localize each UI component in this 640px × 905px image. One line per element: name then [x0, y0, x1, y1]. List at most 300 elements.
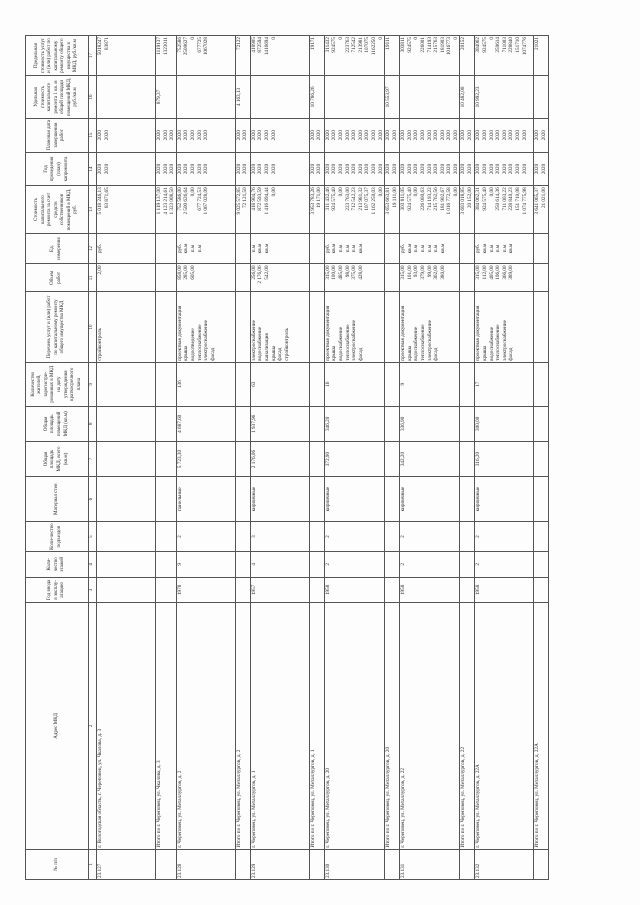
cell-line: 2020 [467, 129, 474, 141]
table-cell-c8: 336,90 [400, 406, 460, 441]
table-cell-c17 [176, 36, 235, 76]
cell-line: 2020 [103, 163, 110, 175]
table-cell-c7 [156, 441, 177, 476]
table-cell-c14 [385, 152, 400, 186]
cell-line: кв.м [482, 243, 489, 254]
cell-line: теплоснабжение [344, 324, 351, 361]
cell-line: 1074776 [521, 37, 528, 56]
table-cell-c3 [97, 577, 156, 603]
cell-line: 2020 [250, 163, 257, 175]
cell-line: 2020 [263, 129, 270, 141]
cell-line: электроснабжение [203, 320, 210, 361]
column-header: Коли-чество этажей [26, 552, 89, 578]
table-cell-c8: 4 687,60 [176, 406, 235, 441]
table-cell-c4 [309, 552, 324, 578]
table-cell-c6: кирпичные [250, 477, 309, 522]
cell-line: 2 176,06 [257, 265, 264, 284]
table-cell-c16 [400, 76, 460, 119]
cell-line: 72122 [235, 37, 242, 50]
cell-line: 2020 [270, 163, 277, 175]
cell-line: 2020 [460, 129, 467, 141]
table-cell-c4: 2 [324, 552, 384, 578]
cell-line: 872 593,59 [257, 187, 264, 211]
table-cell-c9: 16 [324, 362, 384, 406]
table-cell-c6 [97, 477, 156, 522]
cell-line: 428,00 [357, 265, 364, 280]
table-cell-no: 23.129 [250, 849, 309, 879]
total-row [309, 36, 324, 880]
table-cell-addr: Итого по г. Череповец, ул. Металлургов, д. 20 [385, 603, 400, 850]
table-cell-c14 [534, 152, 549, 186]
table-cell-c11 [309, 264, 324, 292]
table-cell-c12 [97, 233, 156, 264]
cell-line: водоснабжение [257, 326, 264, 361]
column-header: Материал стен [26, 477, 89, 522]
column-number: 14 [89, 152, 97, 186]
table-cell-c14 [176, 152, 235, 186]
table-cell-c12 [460, 233, 475, 264]
cell-line: 9 025 572,85 [235, 187, 242, 215]
cell-line: 112,00 [482, 265, 489, 280]
total-row [235, 36, 250, 880]
table-cell-c8 [97, 406, 156, 441]
cell-line: 0,00 [337, 187, 344, 197]
table-cell-c10 [400, 292, 460, 362]
cell-line: 2020 [364, 129, 371, 141]
table-cell-c8 [309, 406, 324, 441]
cell-line: стройконтроль [283, 328, 290, 361]
cell-line: 2020 [357, 163, 364, 175]
column-number: 8 [89, 406, 97, 441]
table-cell-c3 [460, 577, 475, 603]
cell-line: 20152 [460, 37, 467, 50]
cell-line: 19 171,00 [316, 187, 323, 209]
table-cell-c10 [460, 292, 475, 362]
cell-line: 20 152,00 [467, 187, 474, 209]
table-cell-c8 [156, 406, 177, 441]
table-cell-c12 [235, 233, 250, 264]
cell-line: 924575 [331, 37, 338, 53]
cell-line: 1 016 772,58 [446, 187, 453, 215]
cell-line: 2020 [162, 163, 169, 175]
cell-line: 752586 [176, 37, 183, 53]
table-cell-c15 [176, 118, 235, 152]
cell-line: 2,00 [97, 265, 103, 275]
cell-line: 1067028 [203, 37, 210, 56]
cell-line: 83871 [103, 37, 110, 50]
cell-line: 10 786,26 [309, 86, 316, 108]
cell-line: электроснабжение [426, 320, 433, 361]
cell-line: 2020 [344, 163, 351, 175]
cell-line: кв.м [183, 243, 190, 254]
cell-line: теплоснабжение [419, 324, 426, 361]
cell-line: 19171 [309, 37, 316, 50]
table-cell-c8: 346,20 [324, 406, 384, 441]
table-row [176, 36, 235, 880]
cell-line: 2020 [391, 129, 398, 141]
table-cell-c10 [97, 292, 156, 362]
cell-line: проектная документация [475, 305, 482, 361]
cell-line: 2020 [452, 129, 459, 141]
cell-line: 304 062,31 [475, 187, 482, 211]
table-cell-c13 [400, 186, 460, 233]
table-cell-c4 [460, 552, 475, 578]
cell-line: проектная документация [400, 305, 407, 361]
cell-line: 2020 [357, 129, 364, 141]
table-cell-c11 [460, 264, 475, 292]
cell-line: 2020 [324, 163, 331, 175]
table-cell-no: 23.128 [176, 849, 235, 879]
cell-line: 4 163,13 [235, 87, 242, 107]
cell-line: руб. [324, 244, 331, 254]
table-cell-c14 [475, 152, 534, 186]
cell-line: 2020 [446, 129, 453, 141]
cell-line: п.м [501, 244, 508, 253]
table-cell-c13 [475, 186, 534, 233]
cell-line: 0 [413, 37, 420, 40]
table-row [324, 36, 384, 880]
cell-line: 3 953 783,26 [309, 187, 316, 215]
table-cell-c15 [235, 118, 250, 152]
cell-line: 2020 [257, 129, 264, 141]
table-cell-addr: Итого по г. Череповец, ул. Металлургов, д. 2 [235, 603, 250, 850]
table-cell-c12 [324, 233, 384, 264]
cell-line: 2020 [337, 163, 344, 175]
table-cell-c14 [309, 152, 324, 186]
cell-line: 2020 [196, 163, 203, 175]
table-cell-c15 [475, 118, 534, 152]
cell-line: 304062 [475, 37, 482, 53]
table-cell-c11 [235, 264, 250, 292]
cell-line: кв.м [331, 243, 338, 254]
table-cell-addr: г. Череповец, ул. Металлургов, д. 22А [475, 603, 534, 850]
cell-line: 250614 [495, 37, 502, 53]
table-cell-c11 [324, 264, 384, 292]
table-cell-c9: 63 [250, 362, 309, 406]
rotated-table-wrapper [25, 35, 625, 880]
cell-line: 2020 [176, 129, 183, 141]
table-cell-c11 [475, 264, 534, 292]
cell-line: 2020 [406, 129, 413, 141]
table-cell-c16 [534, 76, 549, 119]
cell-line: 714193 [426, 37, 433, 53]
cell-line: 924 575,40 [482, 187, 489, 211]
table-cell-no: 23.127 [97, 849, 156, 879]
cell-line: 2020 [183, 129, 190, 141]
cell-line: 872594 [257, 37, 264, 53]
cell-line: 405,00 [488, 265, 495, 280]
cell-line: 213 981,32 [357, 187, 364, 211]
cell-line: 2020 [391, 163, 398, 175]
cell-line: п.м [419, 244, 426, 253]
table-cell-c17 [235, 36, 250, 76]
cell-line: 2020 [377, 163, 384, 175]
column-header: № п/п [26, 849, 89, 879]
column-number: 2 [89, 603, 97, 850]
column-header: Предельная стоимость услуг и (или) работ по капитальному ремонту общего имущества в МКД, руб./кв.м [26, 36, 89, 76]
cell-line: 2020 [203, 163, 210, 175]
cell-line: канализация [263, 333, 270, 361]
cell-line: 83 871,65 [103, 187, 110, 209]
table-cell-c7 [460, 441, 475, 476]
cell-line: 0,00 [488, 187, 495, 197]
cell-line: кв.м [406, 243, 413, 254]
cell-line: 21021 [534, 37, 541, 50]
table-cell-c7: 5 723,30 [176, 441, 235, 476]
table-row [400, 36, 460, 880]
cell-line: 2020 [316, 129, 323, 141]
cell-line: 2020 [413, 163, 420, 175]
table-cell-c6 [309, 477, 324, 522]
cell-line: п.м [426, 244, 433, 253]
cell-line: 2020 [324, 129, 331, 141]
cell-line: фасад [433, 347, 440, 361]
cell-line: 2020 [521, 129, 528, 141]
cell-line: 2020 [316, 163, 323, 175]
cell-line: 2020 [377, 129, 384, 141]
cell-line: 215763 [433, 37, 440, 53]
table-cell-c12 [156, 233, 177, 264]
cell-line: п.м [495, 244, 502, 253]
cell-line: фасад [277, 347, 284, 361]
table-cell-c15 [324, 118, 384, 152]
table-cell-c15 [460, 118, 475, 152]
cell-line: 2020 [426, 129, 433, 141]
cell-line: 2020 [475, 129, 482, 141]
cell-line: 181903 [439, 37, 446, 53]
table-cell-c7: 342,20 [400, 441, 460, 476]
table-cell-c11 [385, 264, 400, 292]
table-cell-c10 [534, 292, 549, 362]
cell-line: 19 111,00 [391, 187, 398, 208]
column-number: 4 [89, 552, 97, 578]
table-cell-c5 [309, 522, 324, 552]
cell-line: 418905 [250, 37, 257, 53]
table-cell-no [156, 849, 177, 879]
table-cell-c10 [235, 292, 250, 362]
column-number: 11 [89, 264, 97, 292]
table-cell-c10 [309, 292, 324, 362]
table-cell-c13 [460, 186, 475, 233]
cell-line: 1 119 137,00 [156, 187, 162, 215]
cell-line: 0,00 [189, 187, 196, 197]
table-cell-c7 [235, 441, 250, 476]
column-number: 15 [89, 118, 97, 152]
cell-line: 72 121,50 [242, 187, 249, 209]
table-cell-c4 [97, 552, 156, 578]
table-cell-c12 [475, 233, 534, 264]
cell-line: 0,00 [452, 187, 459, 197]
cell-line: 93,00 [413, 265, 420, 278]
column-number: 17 [89, 36, 97, 76]
cell-line: 285,00 [183, 265, 190, 280]
table-cell-c17 [97, 36, 156, 76]
table-cell-c5 [385, 522, 400, 552]
table-cell-c10 [250, 292, 309, 362]
table-cell-c10 [176, 292, 235, 362]
cell-line: 2020 [495, 163, 502, 175]
cell-line: 2020 [370, 163, 377, 175]
table-cell-c13 [97, 186, 156, 233]
table-cell-c4: 4 [250, 552, 309, 578]
cell-line: 10 482,00 [460, 86, 467, 108]
cell-line: 106,00 [495, 265, 502, 280]
table-cell-c5 [156, 522, 177, 552]
column-number: 5 [89, 522, 97, 552]
cell-line: кв.м [439, 243, 446, 254]
table-cell-c7 [309, 441, 324, 476]
table-cell-c6: кирпичные [324, 477, 384, 522]
table-cell-c16 [97, 76, 156, 119]
cell-line: 2020 [521, 163, 528, 175]
cell-line: 2020 [250, 129, 257, 141]
table-cell-addr: Итого по г. Череповец, ул. Металлургов, д. 22 [460, 603, 475, 850]
table-cell-c9: 136 [176, 362, 235, 406]
table-cell-c7 [97, 441, 156, 476]
cell-line: 5 018 246,13 [97, 187, 103, 215]
cell-line: 1 162 250,03 [370, 187, 377, 215]
table-cell-c13 [385, 186, 400, 233]
cell-line: 2020 [515, 129, 522, 141]
table-cell-c14 [400, 152, 460, 186]
cell-line: 711 003,22 [501, 187, 508, 211]
cell-line: 10 553,97 [385, 86, 392, 108]
table-cell-c16 [460, 76, 475, 119]
table-cell-no: 23.132 [475, 849, 534, 879]
table-cell-c11 [156, 264, 177, 292]
table-cell-c8 [235, 406, 250, 441]
cell-line: кв.м [357, 243, 364, 254]
table-cell-c13 [176, 186, 235, 233]
cell-line: 389,00 [508, 265, 515, 280]
table-cell-c4: 2 [475, 552, 534, 578]
table-cell-c14 [324, 152, 384, 186]
cell-line: 2020 [385, 163, 392, 175]
cell-line: 858,00 [176, 265, 183, 280]
table-cell-c6 [460, 477, 475, 522]
table-cell-c17 [309, 36, 324, 76]
table-cell-addr: г. Череповец, ул. Металлургов, д. 20 [324, 603, 384, 850]
cell-line: 2020 [189, 129, 196, 141]
cell-line: 1 074 775,98 [521, 187, 528, 215]
cell-line: 2020 [439, 163, 446, 175]
cell-line: 2020 [97, 163, 103, 175]
table-cell-c5: 2 [475, 522, 534, 552]
cell-line: 542,00 [263, 265, 270, 280]
table-cell-c12 [534, 233, 549, 264]
cell-line: водоснабжение [488, 326, 495, 361]
cell-line: 5018247 [97, 37, 103, 56]
table-cell-c17 [400, 36, 460, 76]
column-header: Коли-чество подъездов [26, 522, 89, 552]
table-cell-c9 [534, 362, 549, 406]
column-number: 6 [89, 477, 97, 522]
cell-line: 2020 [242, 129, 249, 141]
total-row [156, 36, 177, 880]
cell-line: 2020 [426, 163, 433, 175]
cell-line: 226 000,63 [419, 187, 426, 211]
header-row [26, 36, 89, 880]
table-cell-c15 [385, 118, 400, 152]
cell-line: крыша [270, 345, 277, 361]
table-cell-c15 [156, 118, 177, 152]
table-cell-c7 [534, 441, 549, 476]
table-cell-c12 [309, 233, 324, 264]
column-header: Год ввода в эксплу-атацию [26, 577, 89, 603]
column-number: 16 [89, 76, 97, 119]
column-number: 10 [89, 292, 97, 362]
table-cell-c12 [400, 233, 460, 264]
table-cell-c14 [97, 152, 156, 186]
cell-line: 879,37 [156, 89, 162, 105]
cell-line: 2020 [495, 129, 502, 141]
cell-line: 303 811,05 [400, 187, 407, 211]
column-header: Плановая дата завершения работ [26, 118, 89, 152]
cell-line: 2020 [460, 163, 467, 175]
table-cell-addr: г. Череповец, ул. Металлургов, д. 1 [250, 603, 309, 850]
cell-line: 1162250 [370, 37, 377, 55]
cell-line: электроснабжение [501, 320, 508, 361]
cell-line: 485,00 [337, 265, 344, 280]
table-cell-c15 [400, 118, 460, 152]
cell-line: кв.м [263, 243, 270, 254]
cell-line: 2020 [419, 129, 426, 141]
table-cell-c17 [156, 36, 177, 76]
cell-line: 2020 [263, 163, 270, 175]
cell-line: 223763 [344, 37, 351, 53]
cell-line: 2020 [452, 163, 459, 175]
cell-line: 2020 [508, 129, 515, 141]
column-header: Перечень услуг и (или) работ по капитальному ремонту общего имущества МКД [26, 292, 89, 362]
table-cell-c4: 2 [400, 552, 460, 578]
table-cell-c8: 1 937,96 [250, 406, 309, 441]
cell-line: 2020 [433, 163, 440, 175]
cell-line: руб. [400, 244, 407, 254]
cell-line: 924 575,40 [331, 187, 338, 211]
table-cell-c8 [534, 406, 549, 441]
column-number: 7 [89, 441, 97, 476]
table-cell-c7: 2 176,06 [250, 441, 309, 476]
cell-line: 101,00 [406, 265, 413, 280]
cell-line: 2020 [446, 163, 453, 175]
cell-line: 2020 [439, 129, 446, 141]
cell-line: 677725 [196, 37, 203, 53]
cell-line: п.м [433, 244, 440, 253]
table-cell-c16 [309, 76, 324, 119]
table-cell-c14 [250, 152, 309, 186]
table-cell-c3: 1957 [250, 577, 309, 603]
table-cell-c11 [250, 264, 309, 292]
cell-line: 375,00 [351, 265, 358, 280]
table-cell-c3 [156, 577, 177, 603]
cell-line: крыша [331, 345, 338, 361]
cell-line: 2020 [406, 163, 413, 175]
table-cell-c3: 1958 [400, 577, 460, 603]
cell-line: 2020 [433, 129, 440, 141]
cell-line: 2020 [467, 163, 474, 175]
cell-line: п.м [337, 244, 344, 253]
cell-line: 1 323 008,50 [169, 187, 176, 215]
cell-line: 2020 [183, 163, 190, 175]
cell-line: п.м [196, 244, 203, 253]
column-header: Удельная стоимость капитального ремонта 1 кв. м общей площади помещений МКД, руб./кв.м [26, 76, 89, 119]
table-cell-c9 [309, 362, 324, 406]
table-cell-c9 [235, 362, 250, 406]
table-cell-no [235, 849, 250, 879]
table-cell-c7: 372,90 [324, 441, 384, 476]
table-cell-no [385, 849, 400, 879]
cell-line: 2020 [370, 129, 377, 141]
